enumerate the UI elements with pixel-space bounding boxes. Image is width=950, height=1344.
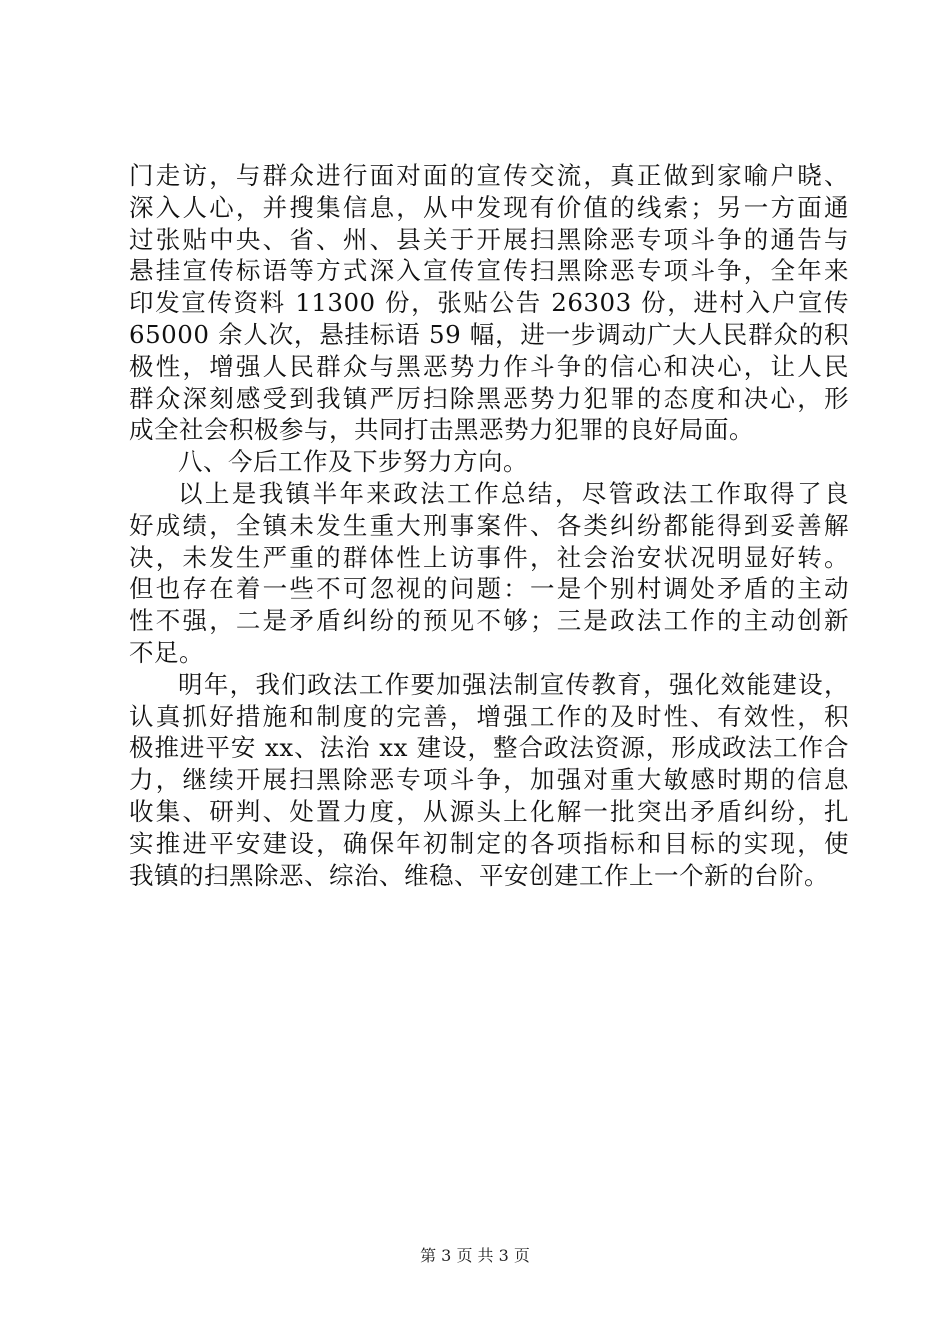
text-line: 成全社会积极参与，共同打击黑恶势力犯罪的良好局面。 [129, 415, 754, 445]
text-line: 八、今后工作及下步努力方向。 [178, 447, 528, 477]
text-line: 力，继续开展扫黑除恶专项斗争，加强对重大敏感时期的信息 [129, 765, 849, 795]
page-footer: 第 3 页 共 3 页 [420, 1246, 530, 1265]
text-line: 但也存在着一些不可忽视的问题：一是个别村调处矛盾的主动 [129, 574, 849, 604]
text-line: 门走访，与群众进行面对面的宣传交流，真正做到家喻户晓、 [129, 161, 849, 190]
text-line: 65000 余人次，悬挂标语 59 幅，进一步调动广大人民群众的积 [129, 319, 849, 349]
text-line: 极性，增强人民群众与黑恶势力作斗争的信心和决心，让人民 [129, 351, 849, 381]
text-line: 极推进平安 xx、法治 xx 建设，整合政法资源，形成政法工作合 [129, 733, 849, 763]
document-body [129, 160, 849, 891]
text-line: 以上是我镇半年来政法工作总结，尽管政法工作取得了良 [178, 478, 849, 508]
text-line: 我镇的扫黑除恶、综治、维稳、平安创建工作上一个新的台阶。 [129, 860, 829, 890]
text-line: 过张贴中央、省、州、县关于开展扫黑除恶专项斗争的通告与 [129, 224, 849, 254]
text-line: 性不强，二是矛盾纠纷的预见不够；三是政法工作的主动创新 [129, 606, 849, 636]
text-line: 不足。 [129, 637, 204, 667]
text-line: 悬挂宣传标语等方式深入宣传宣传扫黑除恶专项斗争，全年来 [129, 256, 849, 286]
text-line: 印发宣传资料 11300 份，张贴公告 26303 份，进村入户宣传 [129, 288, 849, 318]
text-line: 深入人心，并搜集信息，从中发现有价值的线索；另一方面通 [129, 192, 849, 222]
text-line: 好成绩，全镇未发生重大刑事案件、各类纠纷都能得到妥善解 [129, 510, 849, 540]
text-line: 认真抓好措施和制度的完善，增强工作的及时性、有效性，积 [129, 701, 849, 731]
text-line: 决，未发生严重的群体性上访事件，社会治安状况明显好转。 [129, 542, 849, 572]
text-line: 群众深刻感受到我镇严厉扫除黑恶势力犯罪的态度和决心，形 [129, 383, 849, 413]
text-line: 实推进平安建设，确保年初制定的各项指标和目标的实现，使 [129, 828, 849, 858]
text-line: 明年，我们政法工作要加强法制宣传教育，强化效能建设， [178, 669, 849, 699]
text-line: 收集、研判、处置力度，从源头上化解一批突出矛盾纠纷，扎 [129, 796, 849, 826]
